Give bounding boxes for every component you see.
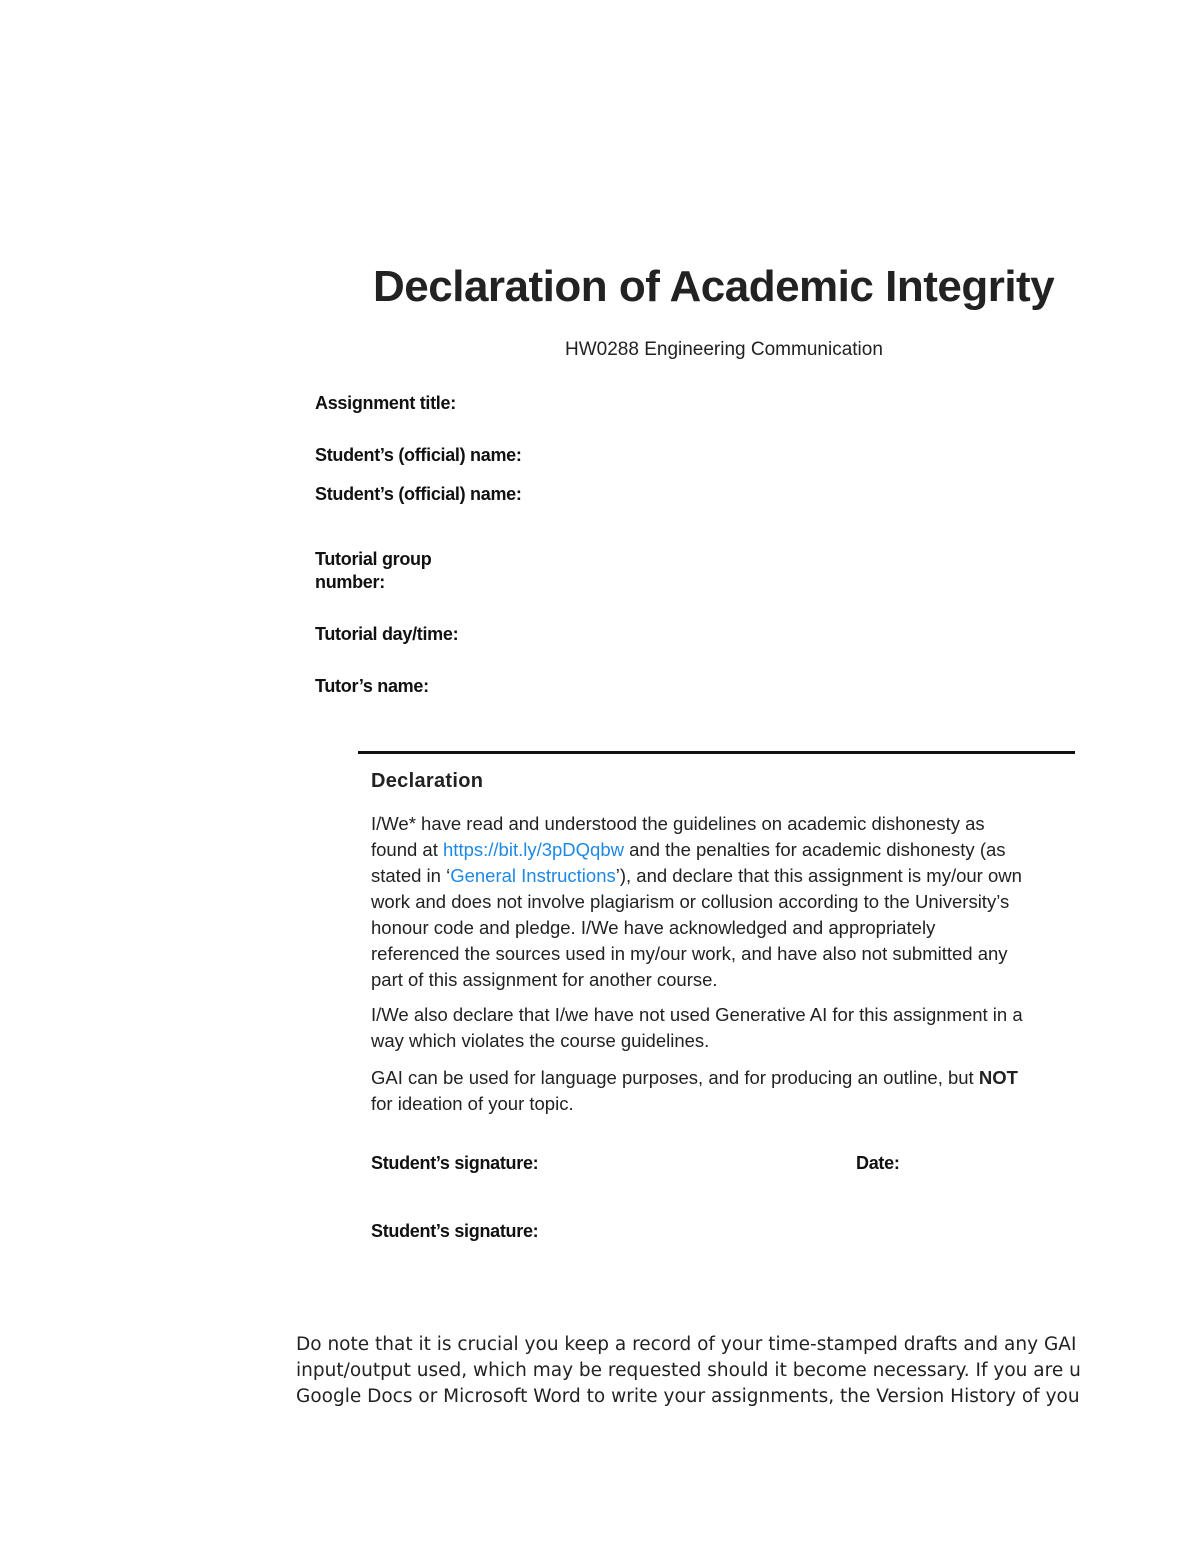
assignment-title-label: Assignment title: [315,393,456,413]
general-instructions-link[interactable]: General Instructions [450,865,616,886]
declaration-p1-line7: part of this assignment for another course. [371,969,718,990]
declaration-p3-line1-text: GAI can be used for language purposes, and for producing an outline, but [371,1067,979,1088]
tutorial-group-label [315,548,431,594]
drafts-note-line2: input/output used, which may be requested should it become necessary. If you are u [296,1360,1081,1381]
declaration-heading: Declaration [371,770,484,792]
declaration-p1-line5: honour code and pledge. I/We have acknowledged and appropriately [371,917,936,938]
declaration-p3-line1 [371,1065,1071,1091]
declaration-p2-line2: way which violates the course guidelines. [371,1030,710,1051]
student-name-label-1: Student’s (official) name: [315,445,522,465]
declaration-p1-line3 [371,863,1071,889]
drafts-note [296,1332,1124,1410]
tutorial-group-label-line1: Tutorial group [315,549,432,569]
drafts-note-line3: Google Docs or Microsoft Word to write your assignments, the Version History of you [296,1386,1080,1407]
tutor-name-label: Tutor’s name: [315,676,429,696]
declaration-p1-line2-end: and the penalties for academic dishonesty (as [624,839,1006,860]
declaration-p1-line1: I/We* have read and understood the guidelines on academic dishonesty as [371,813,985,834]
declaration-paragraph-3 [371,1065,1071,1117]
guidelines-link[interactable]: https://bit.ly/3pDQqbw [443,839,624,860]
student-name-label-2: Student’s (official) name: [315,484,522,504]
declaration-p2-line1: I/We also declare that I/we have not used Generative AI for this assignment in a [371,1004,1023,1025]
drafts-note-line1: Do note that it is crucial you keep a record of your time-stamped drafts and any GAI [296,1334,1077,1355]
declaration-p1-line3-end: ’), and declare that this assignment is my/our own [615,865,1022,886]
student-signature-label-1: Student’s signature: [371,1153,539,1173]
date-label: Date: [856,1153,900,1173]
page-title: Declaration of Academic Integrity [373,262,1055,311]
declaration-p1-line2-start: found at [371,839,444,860]
declaration-paragraph-2 [371,1002,1071,1054]
tutorial-group-label-line2: number: [315,572,385,592]
declaration-p3-line2: for ideation of your topic. [371,1093,574,1114]
course-code: HW0288 Engineering Communication [565,339,883,360]
declaration-p3-emphasis: NOT [978,1067,1018,1088]
declaration-paragraph-1 [371,811,1071,993]
student-signature-label-2: Student’s signature: [371,1221,539,1241]
section-divider [358,751,1075,754]
tutorial-day-time-label: Tutorial day/time: [315,624,459,644]
declaration-p1-line6: referenced the sources used in my/our work, and have also not submitted any [371,943,1008,964]
declaration-p1-line2 [371,837,1071,863]
declaration-p1-line3-start: stated in ‘ [371,865,451,886]
declaration-p1-line4: work and does not involve plagiarism or collusion according to the University’s [371,891,1010,912]
